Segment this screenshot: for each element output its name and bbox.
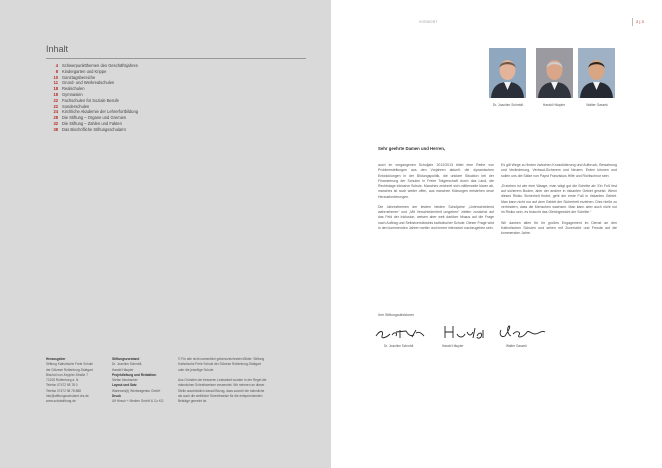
imprint-line: Telefax 07472 98 78 888 xyxy=(46,388,81,393)
letter-paragraph: Es gilt Wege zu finden zwischen Konsolidierung und Aufbruch, Bewahrung und Veränderung, Vertraut-Sicherem und Neuem, Erden können und sollen uns die Sätze von Papst Franziskus Hilfe und Richtschnur sein: xyxy=(501,163,617,178)
imprint-line: Katholische Freie Schule der Diözese Rottenburg-Stuttgart xyxy=(178,362,261,367)
letter-greeting: Sehr geehrte Damen und Herren, xyxy=(378,146,446,151)
toc-item-label: Das Bischöfliche Stiftungsschulamt xyxy=(62,126,126,132)
toc-item-label: Die Stiftung – Organe und Gremien xyxy=(62,115,127,121)
toc-page-number: 11 xyxy=(53,80,58,86)
letter-paragraph: Wir danken allen für ihr großes Engagement im Dienst an den Katholischen Schulen und sehen mit Zuversicht und Freude auf die kommenden Jahre. xyxy=(501,220,617,236)
imprint-line: Harald Häupler xyxy=(112,367,134,372)
toc-page-number: 24 xyxy=(53,109,58,115)
toc-item-label: Schwerpunktthemen des Geschäftsjahres xyxy=(62,63,138,68)
toc-list xyxy=(46,63,286,133)
toc-item-label: Sonderschulen xyxy=(62,103,90,109)
imprint-line: 72108 Rottenburg a. N. xyxy=(46,378,80,383)
toc-page-number: 18 xyxy=(53,91,58,97)
page-number: 2 | 3 xyxy=(636,19,644,24)
imprint-line: Telefon 07472 98 78 0 xyxy=(46,383,78,388)
imprint-line: Stefan Neubacher xyxy=(112,378,138,383)
imprint-line: männlichen Schreibweisen verwendet. Wir nehmen an dieser xyxy=(178,383,265,388)
toc-divider xyxy=(46,58,306,59)
letter-paragraph: Die Jahresthemen der letzten beiden Schuljahre „Unterscheidend wahrnehmen“ und „Mit Verschiedenheit umgehen“ zielten zunächst auf das Feld der Inklusion, weisen aber weit darüber hinaus auf die Frage nach Auftrag und Selbstverständnis katholischer Schule. Dieser Frage wird in den kommenden Jahren weiter und immer intensiver nachzugehen sein. xyxy=(378,204,494,230)
portrait-caption: Harald Häupler xyxy=(542,103,566,107)
imprint-publisher xyxy=(46,357,106,405)
portrait-photo xyxy=(489,48,526,98)
portrait-caption: Dr. Joachim Schmidt xyxy=(492,103,524,107)
toc-item-label: Kindergarten und Krippe xyxy=(62,68,107,74)
toc-page-number: 8 xyxy=(55,68,58,74)
imprint-credits xyxy=(112,357,172,405)
toc-page-number: 28 xyxy=(53,115,58,121)
signature-name: Walter Gaszek xyxy=(506,344,527,348)
imprint-line: Ulf Hirsch + Medien GmbH & Co KG xyxy=(112,399,164,404)
toc-item-label: Realschulen xyxy=(62,86,85,92)
imprint-line: Beiträge gemeint ist. xyxy=(178,399,208,404)
letter-column-left xyxy=(378,163,494,236)
imprint-line: als auch die weibliche Schreibweise für die entsprechenden xyxy=(178,394,263,399)
imprint-line: Aus Gründen der besseren Lesbarkeit wurden in der Regel die xyxy=(178,378,267,383)
toc-page-number: 32 xyxy=(53,120,58,126)
signature-schmidt xyxy=(372,320,432,344)
toc-page-number: 22 xyxy=(53,103,58,109)
letter-column-right xyxy=(501,163,617,242)
signature-name: Harald Häupler xyxy=(442,344,464,348)
imprint-website-link[interactable]: www.schulstiftung.de xyxy=(46,399,76,404)
signature-name: Dr. Joachim Schmidt xyxy=(384,344,414,348)
imprint-line: © Für alle nicht namentlich gekennzeichneten Bilder: Stiftung xyxy=(178,357,265,361)
signature-gaszek xyxy=(495,320,555,344)
portrait-caption: Walter Gaszek xyxy=(586,103,608,107)
toc-item-label: Gymnasien xyxy=(62,91,83,97)
imprint-email-link[interactable]: info@stiftungsschulamt.drs.de xyxy=(46,394,89,399)
toc-title: Inhalt xyxy=(46,44,69,54)
imprint-line: der Diözese Rottenburg-Stuttgart xyxy=(46,367,93,372)
imprint-line: Projektleitung und Redaktion xyxy=(112,372,157,377)
imprint-line: Stiftung Katholische Freie Schule xyxy=(46,362,93,367)
portrait-photo xyxy=(578,48,615,98)
toc-item[interactable] xyxy=(46,127,286,133)
toc-item-label: Die Stiftung – Zahlen und Fakten xyxy=(62,120,122,126)
imprint-line: Wahrwerk(t) Werbeagentur GmbH xyxy=(112,388,161,393)
letter-quote: „Erziehen ist wie eine Waage, man wägt gut die Schritte ab: Ein Fuß fest auf sicherem Boden, aber der andere in riskanten Gebiet gesetzt. Wenn dieses Risiko Sicherheit findet, geht der erste Fuß in riskantes Gebiet. Man kann nicht nur auf dem Gebiet der Sicherheit erziehen. Dies hieße zu verhindern, dass die Menschen wachsen. Man kann aber auch nicht nur im Risiko sein, es braucht das Gleichgewicht der Schritte.“ xyxy=(501,183,617,215)
imprint-notes xyxy=(178,357,293,405)
toc-item-label: Kirchliche Akademie der Lehrerfortbildung xyxy=(62,109,139,115)
imprint-line: Layout und Satz xyxy=(112,383,137,388)
imprint-line: Druck xyxy=(112,394,122,399)
letter-paragraph: auch im vergangenen Schuljahr 2012/2013 blieb eine Reihe von Problemstellungen aus den Vorjahren aktuell: die dynamischen Entwicklungen in der Bildungspolitik, die unklare Situation bei der Finanzierung der Schulen in Freier Trägerschaft durch das Land, die Rechtslage inklusive Schule. Manches zeichnet sich mittlerweile klarer ab, manches ist noch weiter offen, aus manchen Klärungen entstehen neue Herausforderungen. xyxy=(378,163,494,199)
toc-item-label: Ganztagsbereiche xyxy=(62,74,96,80)
imprint-line: Dr. Joachim Schmidt, xyxy=(112,362,143,367)
imprint-line: Herausgeber xyxy=(46,357,66,361)
toc-page-number: 38 xyxy=(53,126,58,132)
imprint-line: Stiftungsvorstand xyxy=(112,357,140,361)
signature-haeupler xyxy=(437,320,497,344)
toc-page-number: 18 xyxy=(53,86,58,92)
toc-page-number: 22 xyxy=(53,97,58,103)
imprint-line: Stelle ausdrücklich darauf Bezug, dass sowohl die männliche xyxy=(178,388,265,393)
portrait-photo xyxy=(536,48,573,98)
header-divider xyxy=(632,18,633,26)
imprint-line: Bischof-von-Keppler-Straße 7 xyxy=(46,372,88,377)
toc-item-label: Fachschulen für Soziale Berufe xyxy=(62,97,119,103)
toc-item-label: Grund- und Werkrealschulen xyxy=(62,80,115,86)
imprint-line: oder die jeweilige Schule. xyxy=(178,367,215,372)
signature-intro: Ihre Stiftungsdirektoren xyxy=(378,313,415,317)
section-label: VORWORT xyxy=(419,20,438,24)
toc-page-number: 10 xyxy=(53,74,58,80)
toc-page-number: 4 xyxy=(55,63,58,68)
